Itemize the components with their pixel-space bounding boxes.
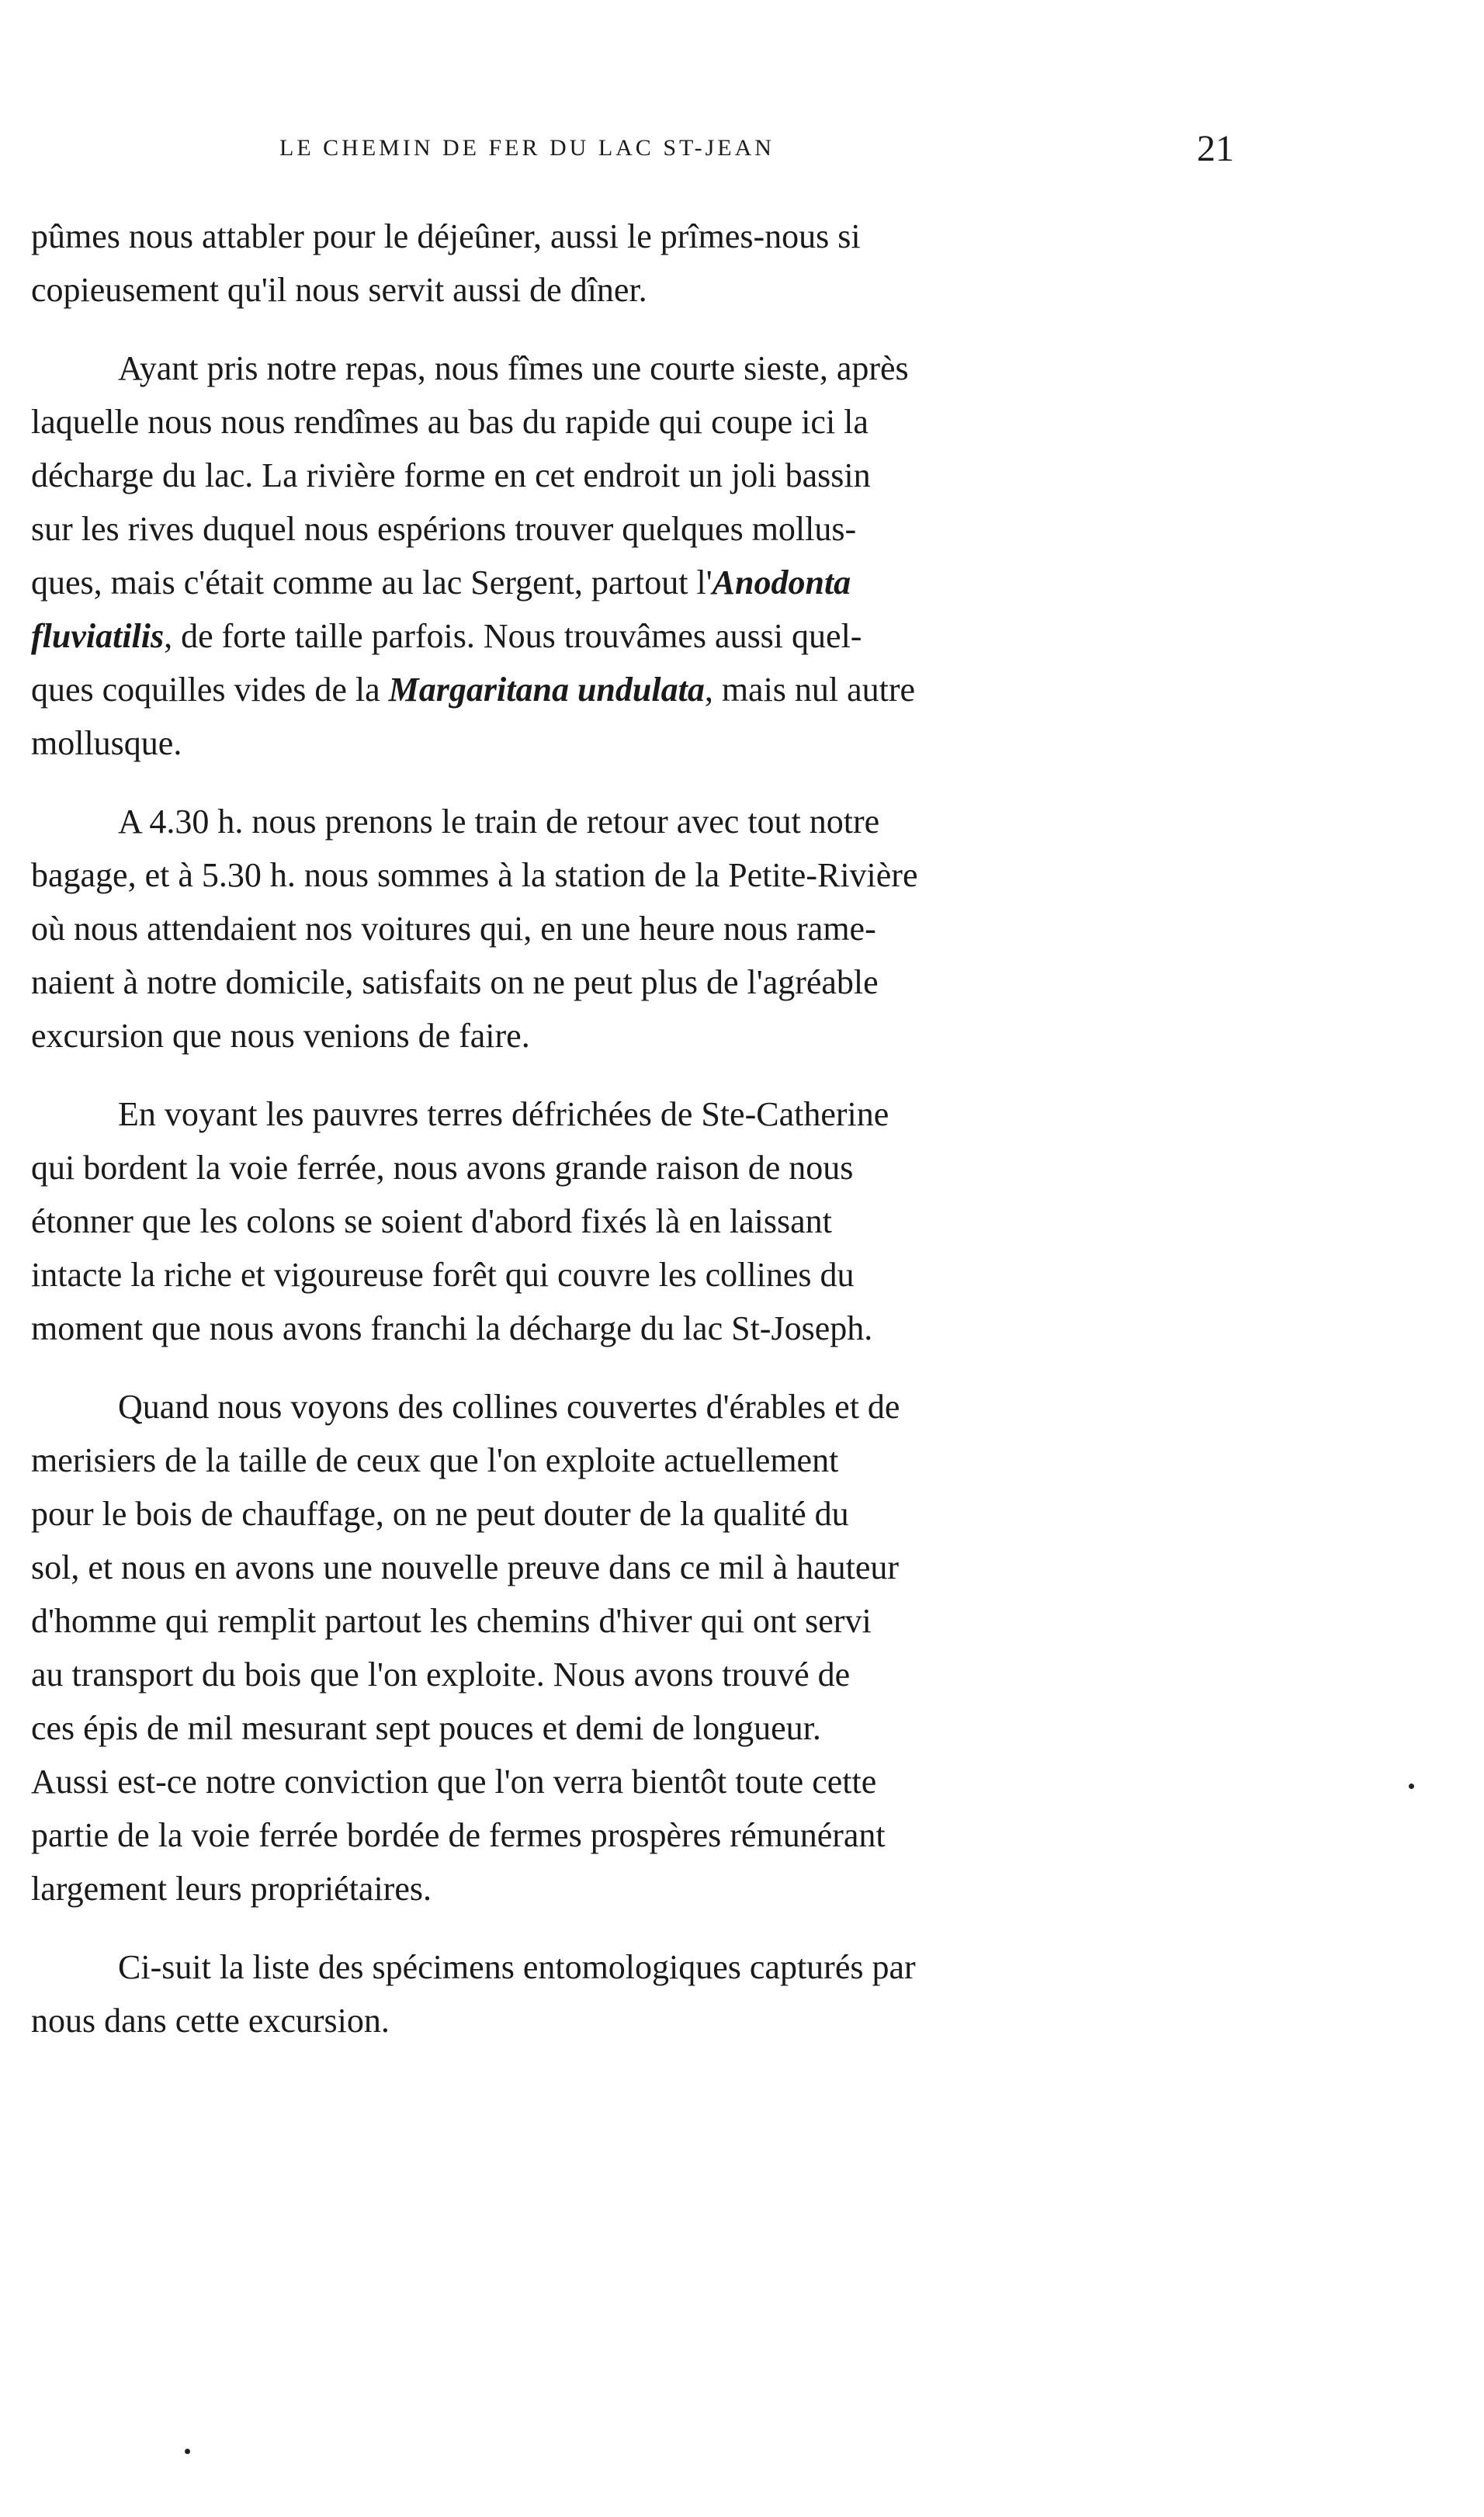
text-line: Ayant pris notre repas, nous fîmes une courte sieste, après <box>118 349 909 387</box>
text-line: naient à notre domicile, satisfaits on ne peut plus de l'agréable <box>31 963 879 1001</box>
text-line: ques coquilles vides de la Margaritana undulata, mais nul autre <box>31 671 916 709</box>
text-line: étonner que les colons se soient d'abord fixés là en laissant <box>31 1202 832 1240</box>
print-speck <box>1409 1784 1414 1789</box>
text-line: nous dans cette excursion. <box>31 2002 390 2040</box>
species-name: Margaritana undulata <box>388 671 705 709</box>
text-line: qui bordent la voie ferrée, nous avons grande raison de nous <box>31 1149 854 1187</box>
text-line: A 4.30 h. nous prenons le train de retour avec tout notre <box>118 803 880 841</box>
text-line: Ci-suit la liste des spécimens entomologiques capturés par <box>118 1948 916 1986</box>
text-line: excursion que nous venions de faire. <box>31 1017 530 1055</box>
text-line: mollusque. <box>31 724 182 762</box>
text-line: merisiers de la taille de ceux que l'on exploite actuellement <box>31 1441 839 1479</box>
text-line: copieusement qu'il nous servit aussi de dîner. <box>31 271 647 309</box>
text-line: En voyant les pauvres terres défrichées de Ste-Catherine <box>118 1095 889 1133</box>
paragraph-specimen-list-intro <box>31 1940 1246 2047</box>
running-title: LE CHEMIN DE FER DU LAC ST-JEAN <box>279 135 775 161</box>
paragraph-ste-catherine <box>31 1087 1246 1355</box>
text-line: au transport du bois que l'on exploite. Nous avons trouvé de <box>31 1655 851 1694</box>
text-line: partie de la voie ferrée bordée de fermes prospères rémunérant <box>31 1816 886 1854</box>
page-number: 21 <box>1197 128 1234 169</box>
body-text <box>31 210 1246 2072</box>
text-line: ques, mais c'était comme au lac Sergent, partout l'Anodonta <box>31 563 851 602</box>
text-line: décharge du lac. La rivière forme en cet endroit un joli bassin <box>31 456 871 494</box>
text-line: ces épis de mil mesurant sept pouces et demi de longueur. <box>31 1709 821 1747</box>
text-line: Quand nous voyons des collines couvertes d'érables et de <box>118 1388 900 1426</box>
paragraph-return-train <box>31 795 1246 1063</box>
text-line: laquelle nous nous rendîmes au bas du rapide qui coupe ici la <box>31 403 869 441</box>
species-name: fluviatilis <box>31 617 165 655</box>
text-line: pûmes nous attabler pour le déjeûner, aussi le prîmes-nous si <box>31 217 861 255</box>
species-name: Anodonta <box>712 563 851 602</box>
text-line: pour le bois de chauffage, on ne peut douter de la qualité du <box>31 1495 849 1533</box>
text-line: sur les rives duquel nous espérions trouver quelques mollus- <box>31 510 857 548</box>
text-line: largement leurs propriétaires. <box>31 1870 432 1908</box>
text-line: d'homme qui remplit partout les chemins d'hiver qui ont servi <box>31 1602 872 1640</box>
text-line: où nous attendaient nos voitures qui, en une heure nous rame- <box>31 910 876 948</box>
text-line: intacte la riche et vigoureuse forêt qui couvre les collines du <box>31 1256 855 1294</box>
print-speck <box>185 2449 190 2454</box>
text-line: bagage, et à 5.30 h. nous sommes à la station de la Petite-Rivière <box>31 856 918 894</box>
text-line: moment que nous avons franchi la décharge du lac St-Joseph. <box>31 1309 873 1347</box>
paragraph-lunch-and-river <box>31 341 1246 770</box>
paragraph-hills-and-soil <box>31 1380 1246 1915</box>
paragraph-continuation <box>31 210 1246 317</box>
text-line: sol, et nous en avons une nouvelle preuve dans ce mil à hauteur <box>31 1548 900 1586</box>
text-line: Aussi est-ce notre conviction que l'on verra bientôt toute cette <box>31 1763 877 1801</box>
text-line: fluviatilis, de forte taille parfois. Nous trouvâmes aussi quel- <box>31 617 862 655</box>
page-header <box>279 130 1234 177</box>
